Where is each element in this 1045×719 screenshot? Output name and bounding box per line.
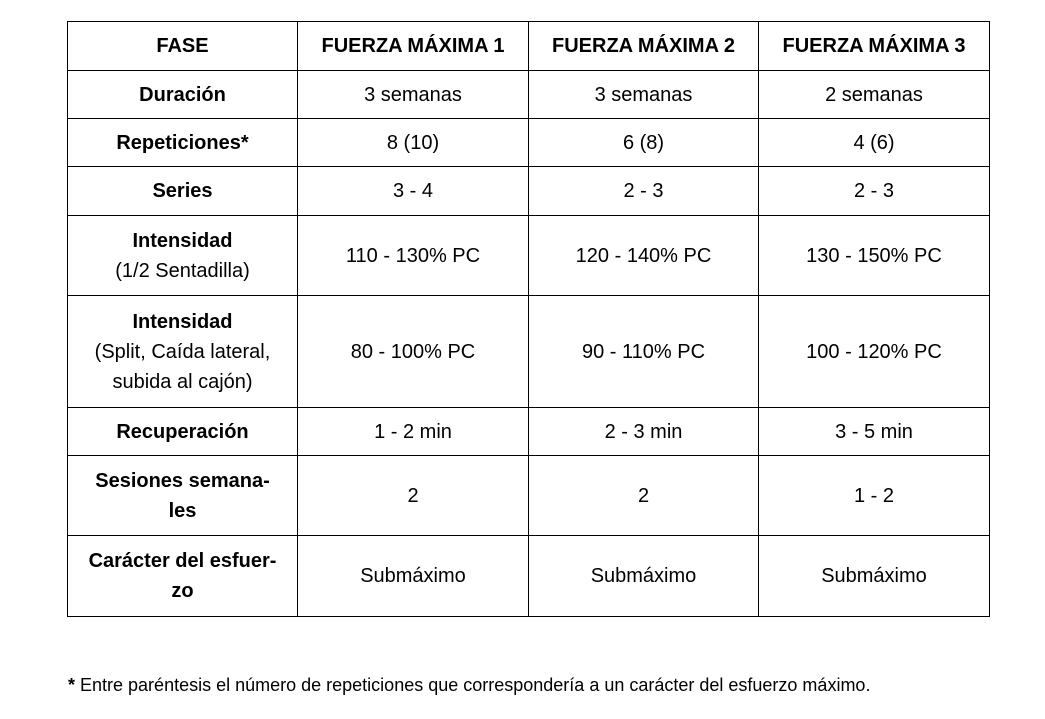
header-fuerza-maxima-1: FUERZA MÁXIMA 1: [298, 22, 529, 71]
training-phases-table: [67, 21, 990, 617]
table-cell: 2: [298, 456, 529, 536]
table-row: [68, 456, 990, 536]
table-cell: 3 - 5 min: [759, 408, 990, 456]
row-label-recuperacion: Recuperación: [68, 408, 298, 456]
table-cell: 90 - 110% PC: [529, 296, 759, 408]
table-cell: 2: [529, 456, 759, 536]
table-cell: 80 - 100% PC: [298, 296, 529, 408]
table-cell: 110 - 130% PC: [298, 216, 529, 296]
table-cell: 8 (10): [298, 119, 529, 167]
table-cell: 2 - 3: [759, 167, 990, 216]
table-cell: 2 - 3: [529, 167, 759, 216]
row-label-intensidad-split: Intensidad (Split, Caída lateral, subida al cajón): [68, 296, 298, 408]
footnote-text: Entre paréntesis el número de repeticiones que correspondería a un carácter del esfuerzo máximo.: [75, 675, 871, 695]
table-cell: 120 - 140% PC: [529, 216, 759, 296]
table-row: [68, 167, 990, 216]
header-row: [68, 22, 990, 71]
table-cell: Submáximo: [298, 536, 529, 617]
table-row: [68, 216, 990, 296]
table-cell: Submáximo: [759, 536, 990, 617]
table-cell: 100 - 120% PC: [759, 296, 990, 408]
row-label-caracter-esfuerzo: Carácter del esfuer-zo: [68, 536, 298, 617]
row-label-intensidad-sentadilla: Intensidad (1/2 Sentadilla): [68, 216, 298, 296]
table-cell: 2 semanas: [759, 71, 990, 119]
table-cell: 1 - 2: [759, 456, 990, 536]
table-row: [68, 408, 990, 456]
row-label-series: Series: [68, 167, 298, 216]
header-fase: FASE: [68, 22, 298, 71]
table-cell: 3 - 4: [298, 167, 529, 216]
header-fuerza-maxima-2: FUERZA MÁXIMA 2: [529, 22, 759, 71]
row-label-repeticiones: Repeticiones*: [68, 119, 298, 167]
footnote: [68, 673, 870, 697]
table-cell: 3 semanas: [529, 71, 759, 119]
table-row: [68, 71, 990, 119]
table-row: [68, 536, 990, 617]
table-cell: 3 semanas: [298, 71, 529, 119]
footnote-marker: *: [68, 675, 76, 695]
table-cell: 1 - 2 min: [298, 408, 529, 456]
header-fuerza-maxima-3: FUERZA MÁXIMA 3: [759, 22, 990, 71]
table-cell: 4 (6): [759, 119, 990, 167]
table-row: [68, 296, 990, 408]
table-cell: 2 - 3 min: [529, 408, 759, 456]
table-cell: 6 (8): [529, 119, 759, 167]
table-cell: 130 - 150% PC: [759, 216, 990, 296]
row-label-duracion: Duración: [68, 71, 298, 119]
table-row: [68, 119, 990, 167]
table-cell: Submáximo: [529, 536, 759, 617]
row-label-sesiones-semanales: Sesiones semana-les: [68, 456, 298, 536]
